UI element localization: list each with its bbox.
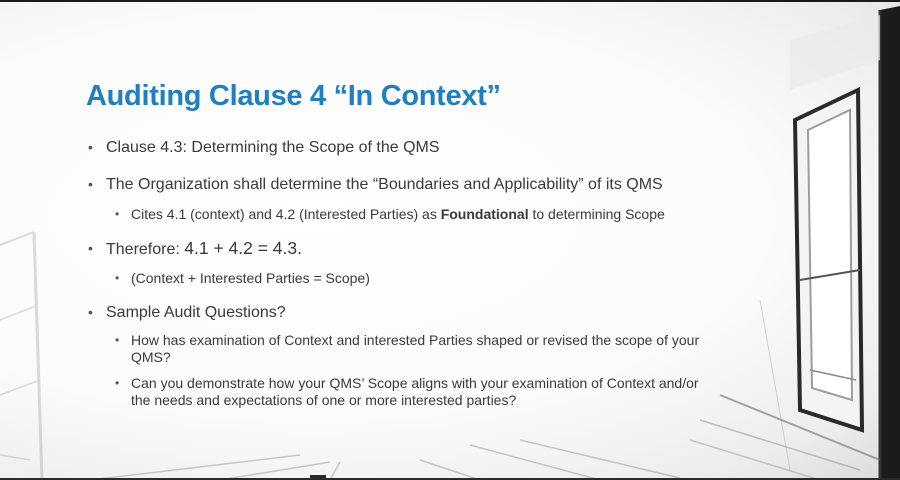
- sub-bullet-text: Can you demonstrate how your QMS’ Scope aligns with your examination of Context and/or the needs and expectations of one or more interested parties?: [131, 375, 699, 408]
- sub-bullet-prefix: Cites 4.1 (context) and 4.2 (Interested Parties) as: [131, 206, 441, 222]
- bullet-therefore: [88, 237, 708, 258]
- bullet-prefix: Therefore:: [106, 240, 185, 258]
- sub-bullet-scope-formula: [108, 270, 708, 287]
- sub-bullet-question-1: [108, 332, 706, 365]
- bullet-boundaries: [88, 176, 708, 193]
- sub-bullet-suffix: to determining Scope: [528, 206, 665, 222]
- bottom-tab-marker: [310, 475, 326, 480]
- foundational-emphasis: Foundational: [440, 206, 529, 222]
- formula-text: 4.1 + 4.2 = 4.3.: [184, 237, 302, 258]
- bullet-clause-4-3: [88, 139, 708, 156]
- sub-bullet-cites: [108, 206, 708, 223]
- slide-title: Auditing Clause 4 “In Context”: [86, 80, 501, 112]
- bullet-text: The Organization shall determine the “Boundaries and Applicability” of its QMS: [106, 176, 663, 193]
- bullet-sample-questions: [88, 304, 708, 321]
- slide-content: [88, 137, 708, 408]
- sub-bullet-text: How has examination of Context and interested Parties shaped or revised the scope of your QMS?: [131, 332, 700, 365]
- sub-bullet-question-2: [108, 375, 716, 408]
- bullet-text: Clause 4.3: Determining the Scope of the QMS: [106, 139, 440, 156]
- top-border: [0, 0, 900, 2]
- sub-bullet-text: (Context + Interested Parties = Scope): [131, 269, 370, 286]
- bullet-text: Sample Audit Questions?: [106, 304, 286, 321]
